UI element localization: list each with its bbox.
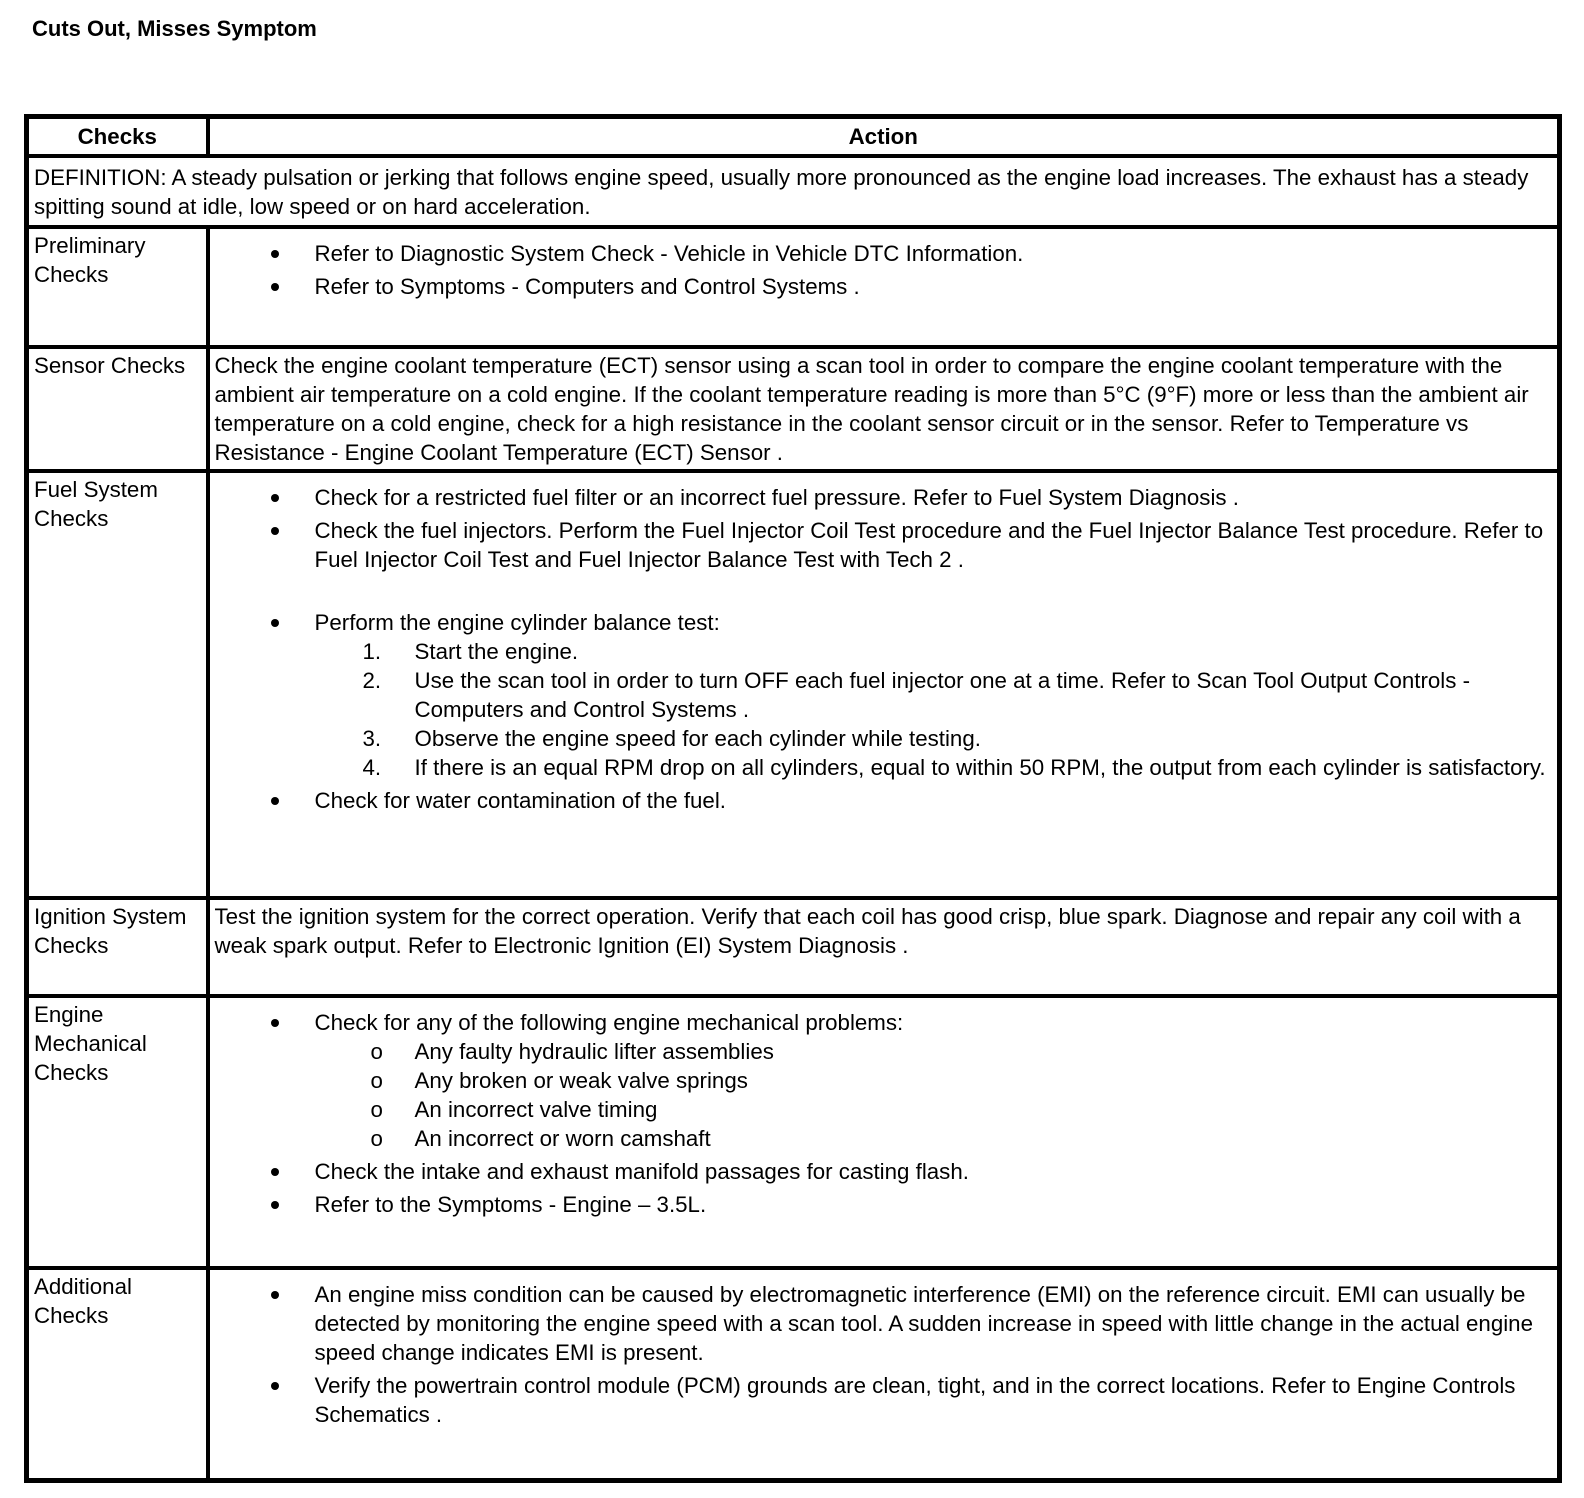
row-label-preliminary-checks: Preliminary Checks <box>27 227 208 347</box>
list-item <box>215 1190 1554 1219</box>
table-row <box>27 471 1560 898</box>
numbered-steps <box>315 637 1554 782</box>
step-number: 4. <box>362 755 382 780</box>
bullet-icon <box>271 797 279 805</box>
circle-bullet-icon: o <box>370 1068 383 1093</box>
step-text: Use the scan tool in order to turn OFF each fuel injector one at a time. Refer to Scan Tool Output Controls - Computers and Control Systems . <box>414 668 1470 722</box>
bullet-icon <box>271 527 279 535</box>
row-label-engine-mechanical-checks: Engine Mechanical Checks <box>27 996 208 1268</box>
list-item-text: Verify the powertrain control module (PCM) grounds are clean, tight, and in the correct locations. Refer to Engine Controls Schematics . <box>314 1373 1516 1427</box>
circle-bullet-icon: o <box>370 1097 383 1122</box>
circle-bullet-icon: o <box>370 1126 383 1151</box>
sub-list-item-text: Any faulty hydraulic lifter assemblies <box>414 1039 774 1064</box>
list-item-text: Check the fuel injectors. Perform the Fuel Injector Coil Test procedure and the Fuel Injector Balance Test procedure. Refer to Fuel Injector Coil Test and Fuel Injector Balance Test with Tech 2 . <box>314 518 1544 572</box>
step-item <box>315 753 1554 782</box>
list-item <box>215 1157 1554 1186</box>
circle-bullet-icon: o <box>370 1039 383 1064</box>
bullet-icon <box>271 250 279 258</box>
column-header-action: Action <box>208 117 1560 157</box>
bullet-icon <box>271 1291 279 1299</box>
bullet-icon <box>271 619 279 627</box>
row-label-sensor-checks: Sensor Checks <box>27 347 208 471</box>
row-label-fuel-system-checks: Fuel System Checks <box>27 471 208 898</box>
bullet-icon <box>271 1201 279 1209</box>
list-item <box>215 239 1554 268</box>
sub-list-item-text: An incorrect or worn camshaft <box>414 1126 711 1151</box>
row-action-preliminary-checks <box>208 227 1560 347</box>
table-row <box>27 347 1560 471</box>
column-header-checks: Checks <box>27 117 208 157</box>
list-item <box>215 1008 1554 1153</box>
table-row <box>27 1268 1560 1481</box>
table-row <box>27 898 1560 996</box>
list-item-text: Check for any of the following engine mechanical problems: <box>314 1010 904 1035</box>
sub-list <box>315 1037 1554 1153</box>
table-header-row <box>27 117 1560 157</box>
row-action-additional-checks <box>208 1268 1560 1481</box>
step-item <box>315 724 1554 753</box>
list-item-text: An engine miss condition can be caused by electromagnetic interference (EMI) on the reference circuit. EMI can usually be detected by monitoring the engine speed with a scan tool. A sudden increase in speed with little change in the actual engine speed change indicates EMI is present. <box>314 1282 1533 1365</box>
list-item-text: Refer to the Symptoms - Engine – 3.5L. <box>314 1192 707 1217</box>
page-title: Cuts Out, Misses Symptom <box>32 16 317 41</box>
step-text: If there is an equal RPM drop on all cylinders, equal to within 50 RPM, the output from each cylinder is satisfactory. <box>414 755 1546 780</box>
bullet-icon <box>271 494 279 502</box>
sub-list-item-text: An incorrect valve timing <box>414 1097 658 1122</box>
bullet-icon <box>271 1382 279 1390</box>
row-action-ignition-system-checks: Test the ignition system for the correct operation. Verify that each coil has good crisp, blue spark. Diagnose and repair any coil with a weak spark output. Refer to Electronic Ignition (EI) System Diagnosis . <box>208 898 1560 996</box>
step-item <box>315 637 1554 666</box>
step-number: 1. <box>362 639 382 664</box>
step-number: 3. <box>362 726 382 751</box>
row-label-ignition-system-checks: Ignition System Checks <box>27 898 208 996</box>
step-item <box>315 666 1554 724</box>
sub-list-item <box>315 1095 1554 1124</box>
step-text: Observe the engine speed for each cylinder while testing. <box>414 726 981 751</box>
list-item <box>215 483 1554 512</box>
list-item-text: Check for water contamination of the fuel. <box>314 788 726 813</box>
list-item-text: Check the intake and exhaust manifold passages for casting flash. <box>314 1159 969 1184</box>
list-item-text: Check for a restricted fuel filter or an incorrect fuel pressure. Refer to Fuel System Diagnosis . <box>314 485 1239 510</box>
list-item <box>215 516 1554 574</box>
definition-text: DEFINITION: A steady pulsation or jerking that follows engine speed, usually more pronounced as the engine load increases. The exhaust has a steady spitting sound at idle, low speed or on hard acceleration. <box>27 156 1560 227</box>
row-action-sensor-checks: Check the engine coolant temperature (ECT) sensor using a scan tool in order to compare the engine coolant temperature with the ambient air temperature on a cold engine. If the coolant temperature reading is more than 5°C (9°F) more or less than the ambient air temperature on a cold engine, check for a high resistance in the coolant sensor circuit or in the sensor. Refer to Temperature vs Resistance - Engine Coolant Temperature (ECT) Sensor . <box>208 347 1560 471</box>
row-action-fuel-system-checks <box>208 471 1560 898</box>
bullet-icon <box>271 283 279 291</box>
row-action-engine-mechanical-checks <box>208 996 1560 1268</box>
symptom-table <box>24 114 1562 1483</box>
list-item <box>215 1280 1554 1367</box>
sub-list-item <box>315 1124 1554 1153</box>
list-item-text: Refer to Symptoms - Computers and Control Systems . <box>314 274 860 299</box>
list-item <box>215 608 1554 782</box>
sub-list-item <box>315 1037 1554 1066</box>
list-item-text: Perform the engine cylinder balance test: <box>314 610 720 635</box>
row-label-additional-checks: Additional Checks <box>27 1268 208 1481</box>
definition-row <box>27 156 1560 227</box>
bullet-icon <box>271 1019 279 1027</box>
bullet-icon <box>271 1168 279 1176</box>
list-item <box>215 786 1554 815</box>
sub-list-item-text: Any broken or weak valve springs <box>414 1068 748 1093</box>
sub-list-item <box>315 1066 1554 1095</box>
list-item-text: Refer to Diagnostic System Check - Vehicle in Vehicle DTC Information. <box>314 241 1024 266</box>
step-text: Start the engine. <box>414 639 579 664</box>
step-number: 2. <box>362 668 382 693</box>
table-row <box>27 996 1560 1268</box>
list-item <box>215 272 1554 301</box>
list-item <box>215 1371 1554 1429</box>
table-row <box>27 227 1560 347</box>
